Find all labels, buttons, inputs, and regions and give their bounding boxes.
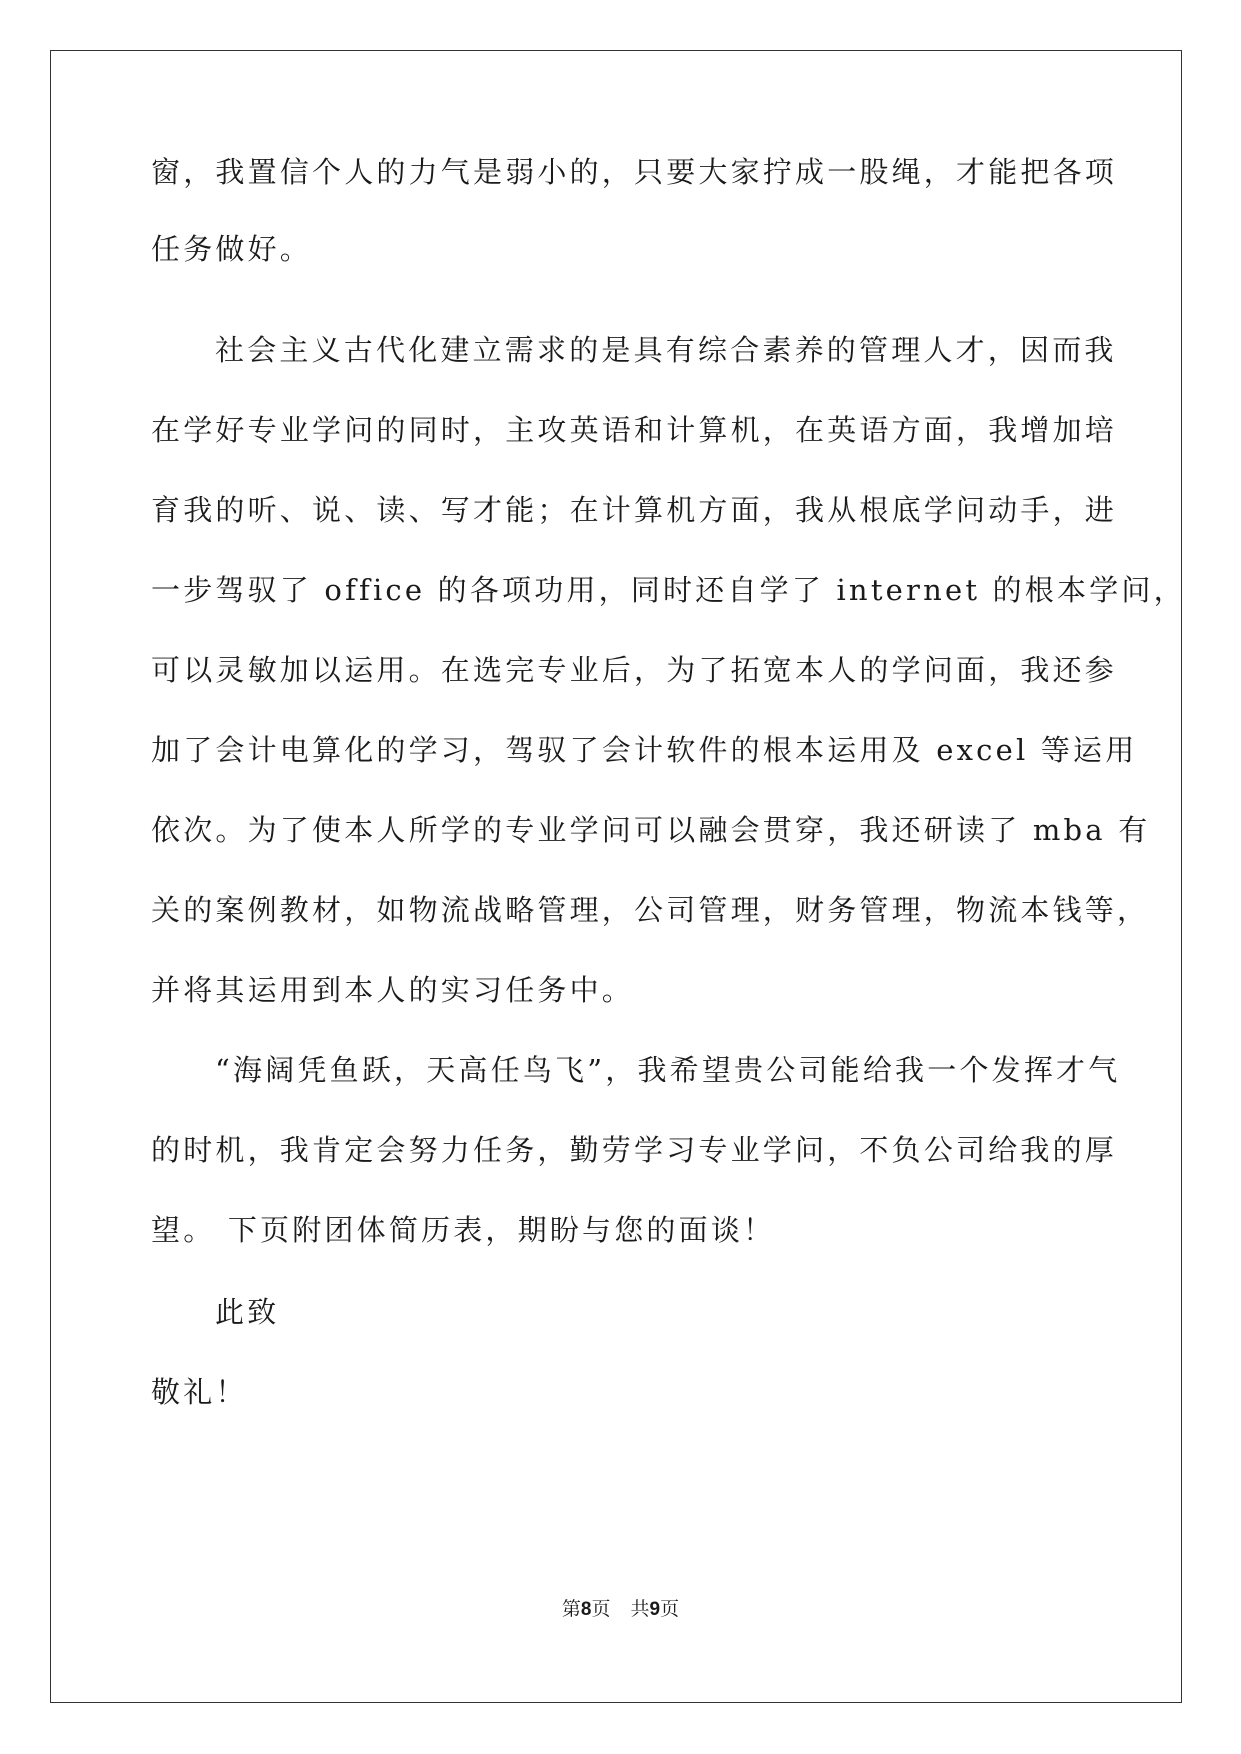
text-line: 加了会计电算化的学习，驾驭了会计软件的根本运用及 excel 等运用 [151, 733, 1138, 767]
total-page-number: 9 [649, 1599, 661, 1620]
text-line: 一步驾驭了 office 的各项功用，同时还自学了 internet 的根本学问， [151, 573, 1186, 607]
footer-prefix: 第 [561, 1598, 581, 1620]
footer-suffix: 页 [591, 1598, 611, 1620]
text-line: 依次。为了使本人所学的专业学问可以融会贯穿，我还研读了 mba 有 [151, 813, 1151, 847]
page-number-footer [0, 1596, 1241, 1623]
current-page-number: 8 [580, 1599, 592, 1620]
text-line: 并将其运用到本人的实习任务中。 [151, 973, 635, 1007]
closing-regards: 敬礼！ [151, 1375, 248, 1409]
text-line: 可以灵敏加以运用。在选完专业后，为了拓宽本人的学问面，我还参 [151, 653, 1118, 687]
text-line: 社会主义古代化建立需求的是具有综合素养的管理人才，因而我 [215, 333, 1117, 367]
text-line: 窗，我置信个人的力气是弱小的，只要大家拧成一股绳，才能把各项 [151, 155, 1118, 189]
text-line: 任务做好。 [151, 232, 313, 266]
text-line: “海阔凭鱼跃，天高任鸟飞”，我希望贵公司能给我一个发挥才气 [215, 1053, 1121, 1087]
text-line: 望。 下页附团体简历表，期盼与您的面谈！ [151, 1213, 776, 1247]
text-line: 关的案例教材，如物流战略管理，公司管理，财务管理，物流本钱等， [151, 893, 1150, 927]
page-border [50, 50, 1182, 1703]
footer-total-suffix: 页 [660, 1598, 680, 1620]
text-line: 的时机，我肯定会努力任务，勤劳学习专业学问，不负公司给我的厚 [151, 1133, 1118, 1167]
text-line: 在学好专业学问的同时，主攻英语和计算机，在英语方面，我增加培 [151, 413, 1118, 447]
footer-total-prefix: 共 [630, 1598, 650, 1620]
closing-salutation: 此致 [215, 1295, 280, 1329]
text-line: 育我的听、说、读、写才能；在计算机方面，我从根底学问动手，进 [151, 493, 1118, 527]
